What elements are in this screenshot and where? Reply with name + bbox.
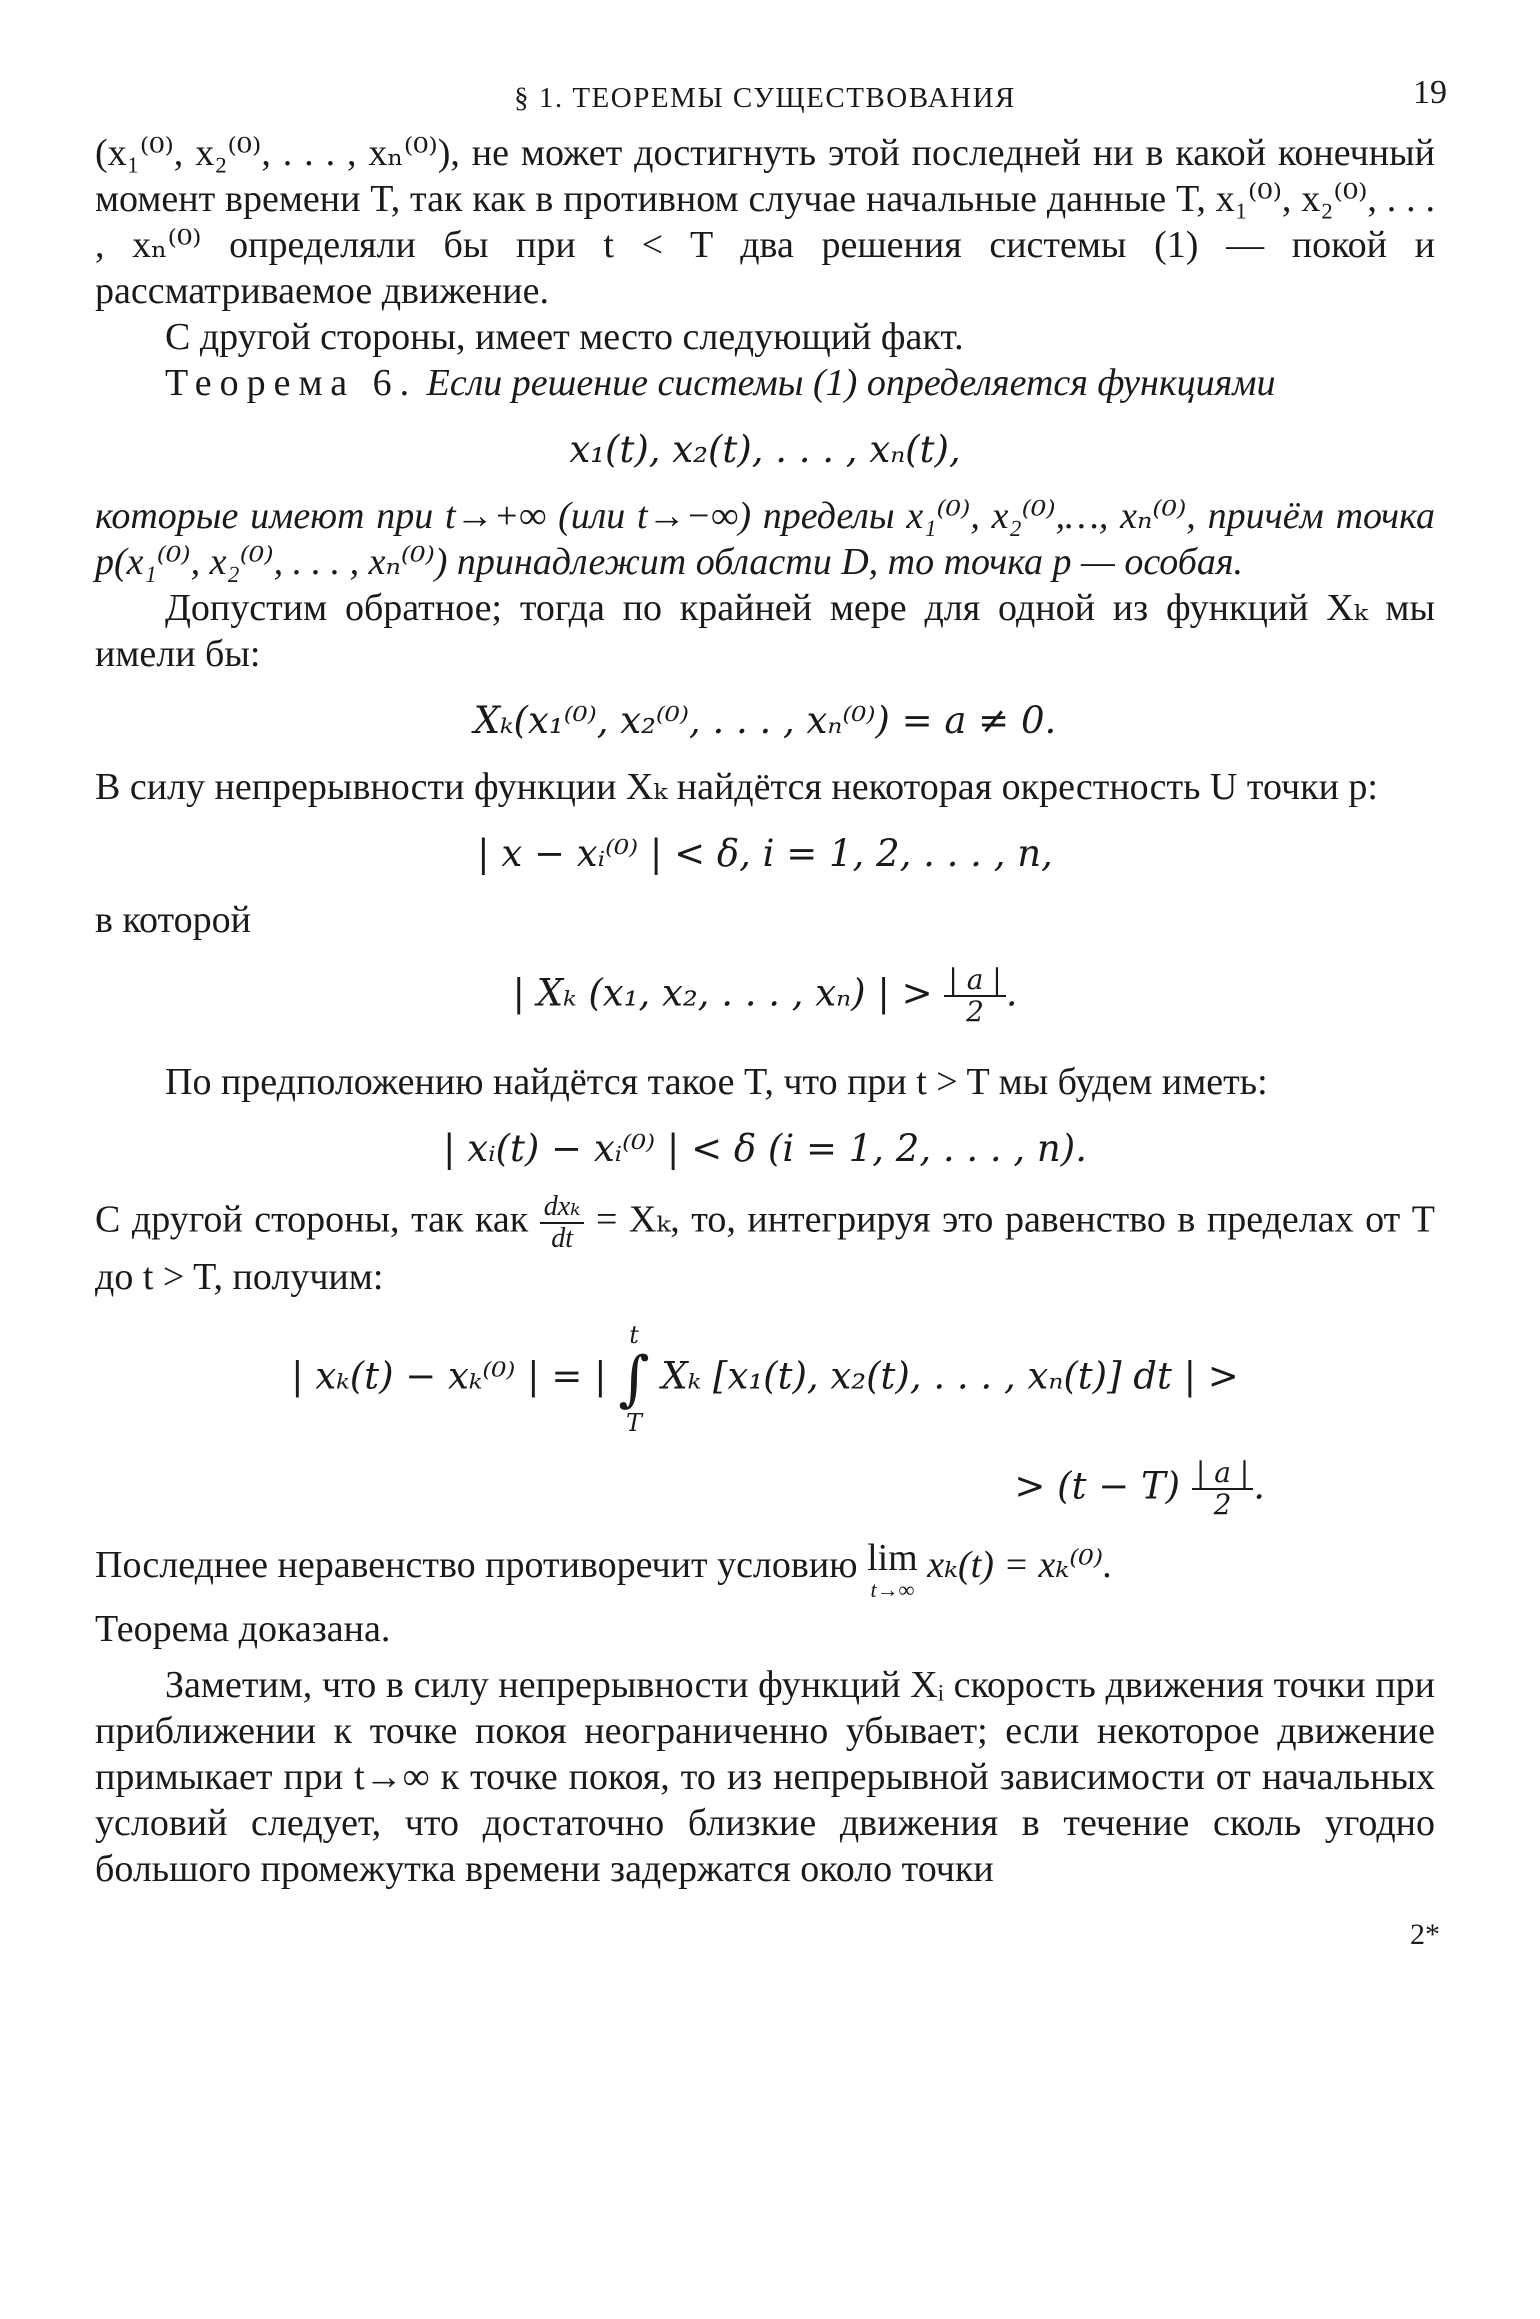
paragraph-in-which: в которой [95,899,251,941]
book-page [95,70,1447,1951]
running-head: § 1. ТЕОРЕМЫ СУЩЕСТВОВАНИЯ [514,82,1016,114]
fraction-denominator: 2 [1213,1488,1232,1521]
fraction-dxk-dt [540,1192,585,1254]
theorem-label: Теорема 6. [165,362,418,404]
page-number: 19 [1413,74,1447,111]
p8-b: xₖ(t) = xₖ⁽⁰⁾. [927,1544,1113,1586]
paragraph-assumption-T: По предположению найдётся такое T, что при t > T мы будем иметь: [165,1061,1268,1103]
paragraph-proven: Теорема доказана. [95,1608,391,1650]
equation-xk-bound: | Xₖ (x₁, x₂, . . . , xₙ) | > $\frac{| a |}{2}$ . [512,963,1018,1028]
fraction-numerator: dxₖ [540,1192,585,1224]
equation-xi-delta: | xᵢ(t) − xᵢ⁽⁰⁾ | < δ (i = 1, 2, . . . , n). [443,1127,1087,1170]
integral-upper-limit: t [629,1321,639,1349]
fraction-denominator: 2 [966,995,984,1028]
equation-xk-a: Xₖ(x₁⁽⁰⁾, x₂⁽⁰⁾, . . . , xₙ⁽⁰⁾) = a ≠ 0. [473,699,1057,742]
theorem-text-1: Если решение системы (1) определяется функциями [426,362,1276,404]
integral-lower-limit: T [626,1409,643,1437]
p7-a: С другой стороны, так как [95,1198,529,1241]
p7-b: = Xₖ, то, интегрируя это равенство в пределах от T до t > T, получим: [95,1198,1435,1298]
page-header [95,70,1447,120]
paragraph-continuity: В силу непрерывности функции Xₖ найдётся некоторая окрестность U точки p: [95,766,1378,808]
paragraph-continuation: (x₁⁽⁰⁾, x₂⁽⁰⁾, . . . , xₙ⁽⁰⁾), не может достигнуть этой последней ни в какой конечный момент времени T, так как в противном случае начальные данные T, x₁⁽⁰⁾, x₂⁽⁰⁾, . . . , xₙ⁽⁰⁾ определяли бы при t < T два решения системы (1) — покой и рассматриваемое движение. [95,132,1435,312]
theorem-text-2: которые имеют при t→+∞ (или t→−∞) пределы x₁⁽⁰⁾, x₂⁽⁰⁾,…, xₙ⁽⁰⁾, причём точка p(x₁⁽⁰⁾, x₂⁽⁰⁾, . . . , xₙ⁽⁰⁾) принадлежит области D, то точка p — особая. [95,495,1435,583]
paragraph-assume: Допустим обратное; тогда по крайней мере для одной из функций Xₖ мы имели бы: [95,587,1435,675]
eq5-right: Xₖ [x₁(t), x₂(t), . . . , xₙ(t)] dt | > [661,1354,1239,1398]
integral-icon: ∫ [618,1344,650,1414]
fraction-a-half [944,965,1005,1027]
eq3-left: | Xₖ (x₁, x₂, . . . , xₙ) | > [512,971,933,1015]
equation-integral [95,1322,1435,1436]
equation-neighborhood: | x − xᵢ⁽⁰⁾ | < δ, i = 1, 2, . . . , n, [477,832,1053,875]
integral-sign [618,1322,649,1436]
eq6-left: > (t − T) [1014,1464,1181,1508]
paragraph-other-side: С другой стороны, имеет место следующий факт. [165,316,964,358]
limit-label: lim [867,1537,918,1579]
fraction-a-half-2 [1192,1458,1253,1520]
paragraph-integrating [95,1192,1435,1300]
fraction-numerator: | a | [1192,1458,1253,1490]
limit-subscript: t→∞ [870,1577,915,1602]
fraction-numerator: | a | [944,965,1005,997]
fraction-denominator: dt [551,1223,573,1254]
paragraph-remark: Заметим, что в силу непрерывности функций Xᵢ скорость движения точки при приближении к точке покоя неограниченно убывает; если некоторое движение примыкает при t→∞ к точке покоя, то из непрерывной зависимости от начальных условий следует, что достаточно близкие движения в течение сколь угодно большого промежутка времени задержатся около точки [95,1664,1435,1890]
p8-a: Последнее неравенство противоречит условию [95,1544,858,1586]
eq5-left: | xₖ(t) − xₖ⁽⁰⁾ | = | [291,1354,607,1398]
equation-integral-bound: > (t − T) $\frac{| a |}{2}$ . [1014,1456,1265,1521]
paragraph-contradiction [95,1537,1435,1606]
limit-expression [867,1537,918,1606]
theorem-statement [95,360,1435,406]
theorem-equation: x₁(t), x₂(t), . . . , xₙ(t), [569,428,961,471]
signature-mark: 2* [1410,1918,1440,1951]
